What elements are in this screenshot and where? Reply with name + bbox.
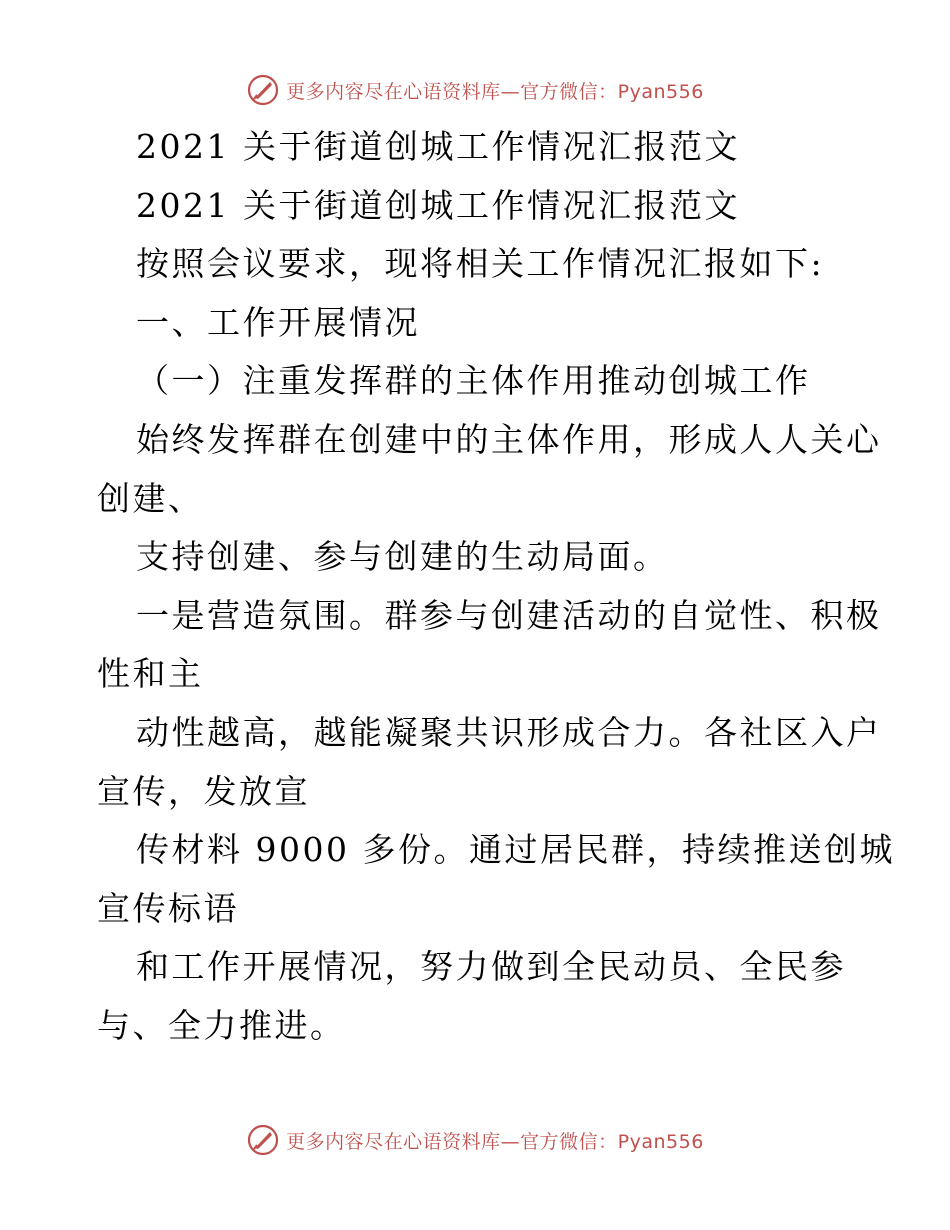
- doc-line: 始终发挥群在创建中的主体作用，形成人人关心: [136, 419, 882, 459]
- doc-line: 创建、: [97, 478, 204, 518]
- watermark-text: 更多内容尽在心语资料库—官方微信：Pyan556: [286, 80, 704, 103]
- doc-title-repeat: 2021 关于街道创城工作情况汇报范文: [136, 185, 740, 225]
- doc-line: 性和主: [97, 654, 204, 694]
- feather-pen-logo-icon: [246, 73, 280, 107]
- doc-line: 与、全力推进。: [97, 1005, 346, 1045]
- doc-line: 宣传标语: [97, 888, 239, 928]
- doc-title: 2021 关于街道创城工作情况汇报范文: [136, 127, 740, 166]
- watermark-text: 更多内容尽在心语资料库—官方微信：Pyan556: [286, 1130, 704, 1153]
- header-watermark: [0, 70, 950, 110]
- subsection-heading: （一）注重发挥群的主体作用推动创城工作: [136, 361, 811, 401]
- doc-line: 传材料 9000 多份。通过居民群，持续推送创城: [136, 830, 895, 870]
- doc-line: 和工作开展情况，努力做到全民动员、全民参: [136, 947, 846, 987]
- doc-line: 动性越高，越能凝聚共识形成合力。各社区入户: [136, 712, 882, 752]
- document-body: [0, 118, 950, 1056]
- doc-line: 宣传，发放宣: [97, 771, 310, 811]
- doc-line: 一是营造氛围。群参与创建活动的自觉性、积极: [136, 595, 882, 635]
- feather-pen-logo-icon: [246, 1123, 280, 1157]
- doc-line: 支持创建、参与创建的生动局面。: [136, 537, 669, 577]
- footer-watermark: [0, 1120, 950, 1160]
- section-heading: 一、工作开展情况: [136, 302, 420, 342]
- doc-line: 按照会议要求，现将相关工作情况汇报如下:: [136, 244, 825, 284]
